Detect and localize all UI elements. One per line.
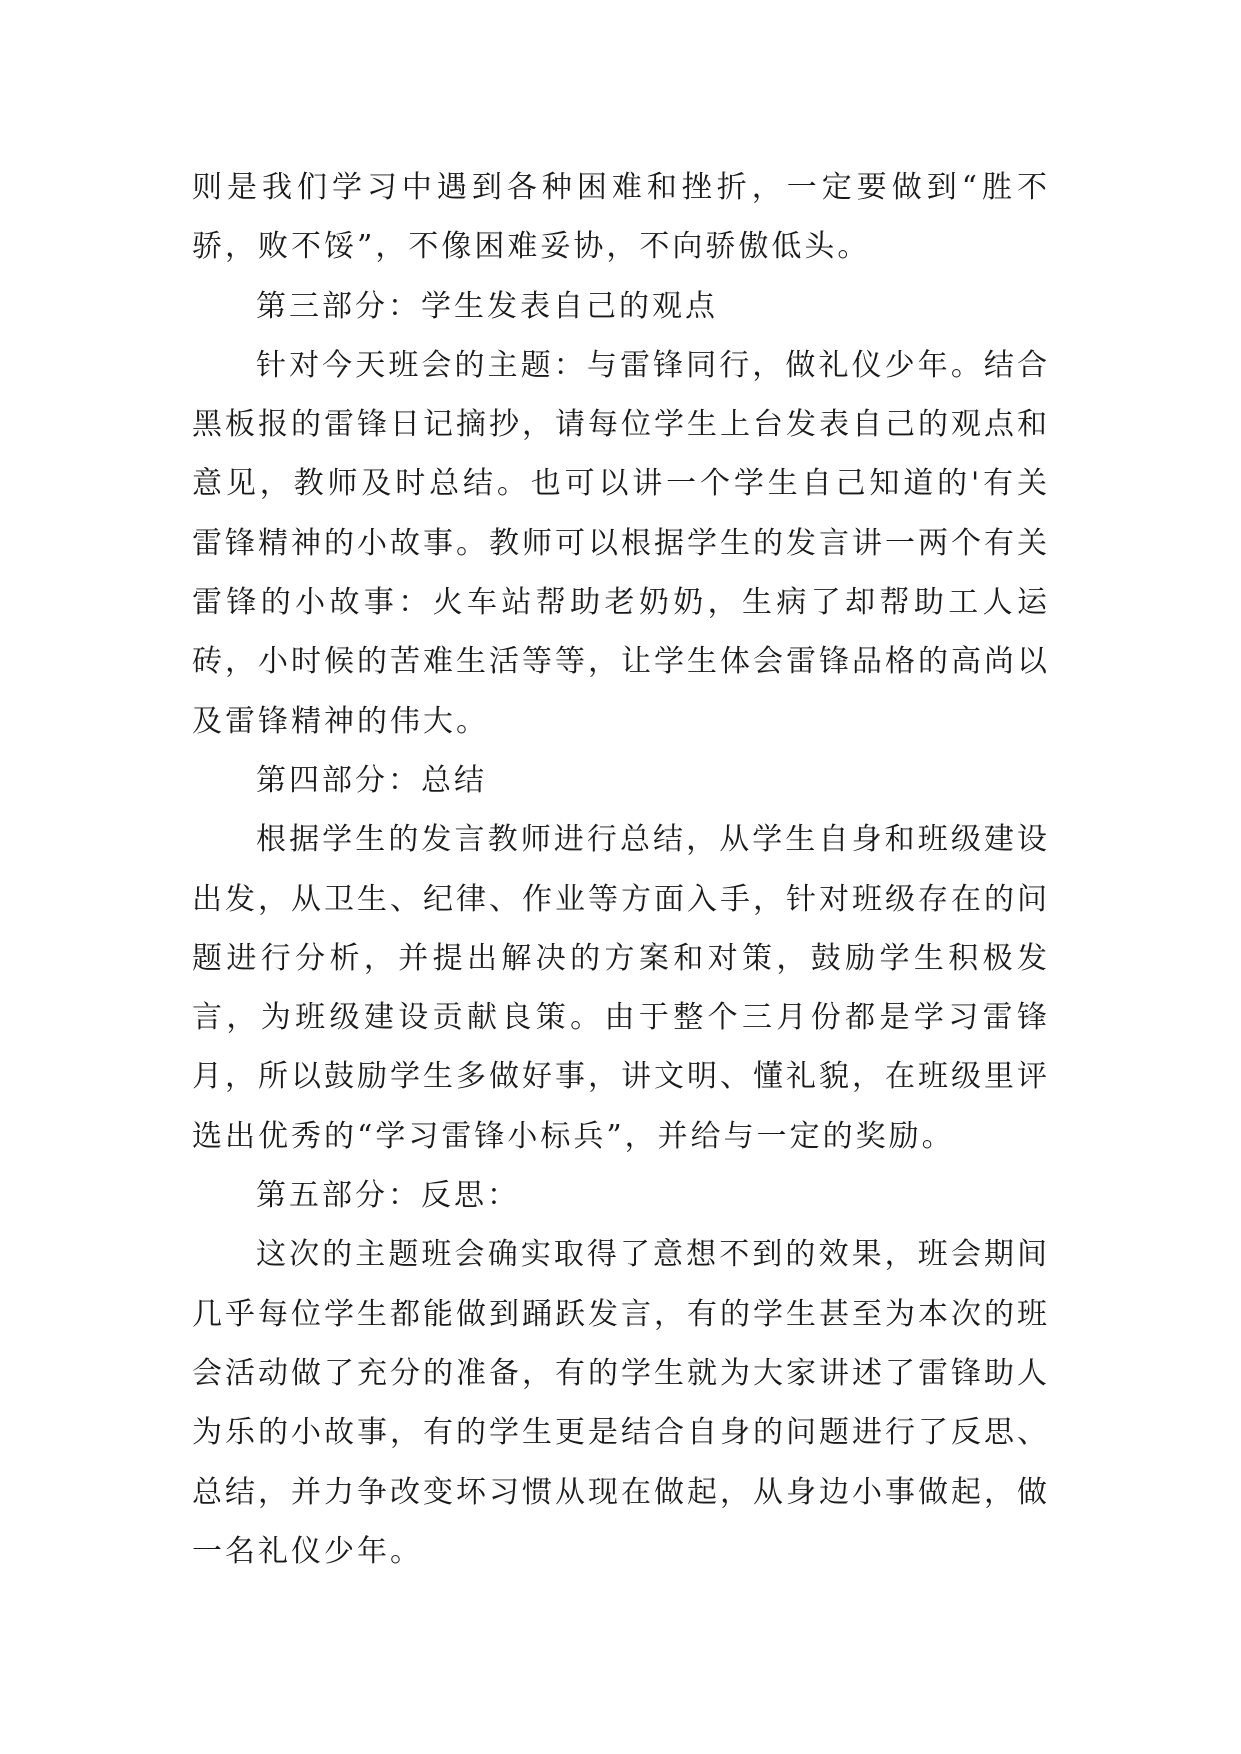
- paragraph-continuation: 则是我们学习中遇到各种困难和挫折，一定要做到“胜不骄，败不馁”，不像困难妥协，不向骄傲低头。: [192, 170, 1050, 265]
- section-heading-part-five: 第五部分：反思：: [256, 1178, 520, 1214]
- section-heading-part-four: 第四部分：总结: [256, 762, 487, 798]
- paragraph-part-three: 针对今天班会的主题：与雷锋同行，做礼仪少年。结合黑板报的雷锋日记摘抄，请每位学生上台发表自己的观点和意见，教师及时总结。也可以讲一个学生自己知道的'有关雷锋精神的小故事。教师可以根据学生的发言讲一两个有关雷锋的小故事：火车站帮助老奶奶，生病了却帮助工人运砖，小时候的苦难生活等等，让学生体会雷锋品格的高尚以及雷锋精神的伟大。: [192, 347, 1050, 739]
- section-heading-part-three: 第三部分：学生发表自己的观点: [256, 288, 718, 324]
- paragraph-part-five: 这次的主题班会确实取得了意想不到的效果，班会期间几乎每位学生都能做到踊跃发言，有的学生甚至为本次的班会活动做了充分的准备，有的学生就为大家讲述了雷锋助人为乐的小故事，有的学生更是结合自身的问题进行了反思、总结，并力争改变坏习惯从现在做起，从身边小事做起，做一名礼仪少年。: [192, 1237, 1050, 1569]
- paragraph-part-four: 根据学生的发言教师进行总结，从学生自身和班级建设出发，从卫生、纪律、作业等方面入手，针对班级存在的问题进行分析，并提出解决的方案和对策，鼓励学生积极发言，为班级建设贡献良策。由于整个三月份都是学习雷锋月，所以鼓励学生多做好事，讲文明、懂礼貌，在班级里评选出优秀的“学习雷锋小标兵”，并给与一定的奖励。: [192, 822, 1050, 1154]
- document-body: [192, 158, 1050, 1581]
